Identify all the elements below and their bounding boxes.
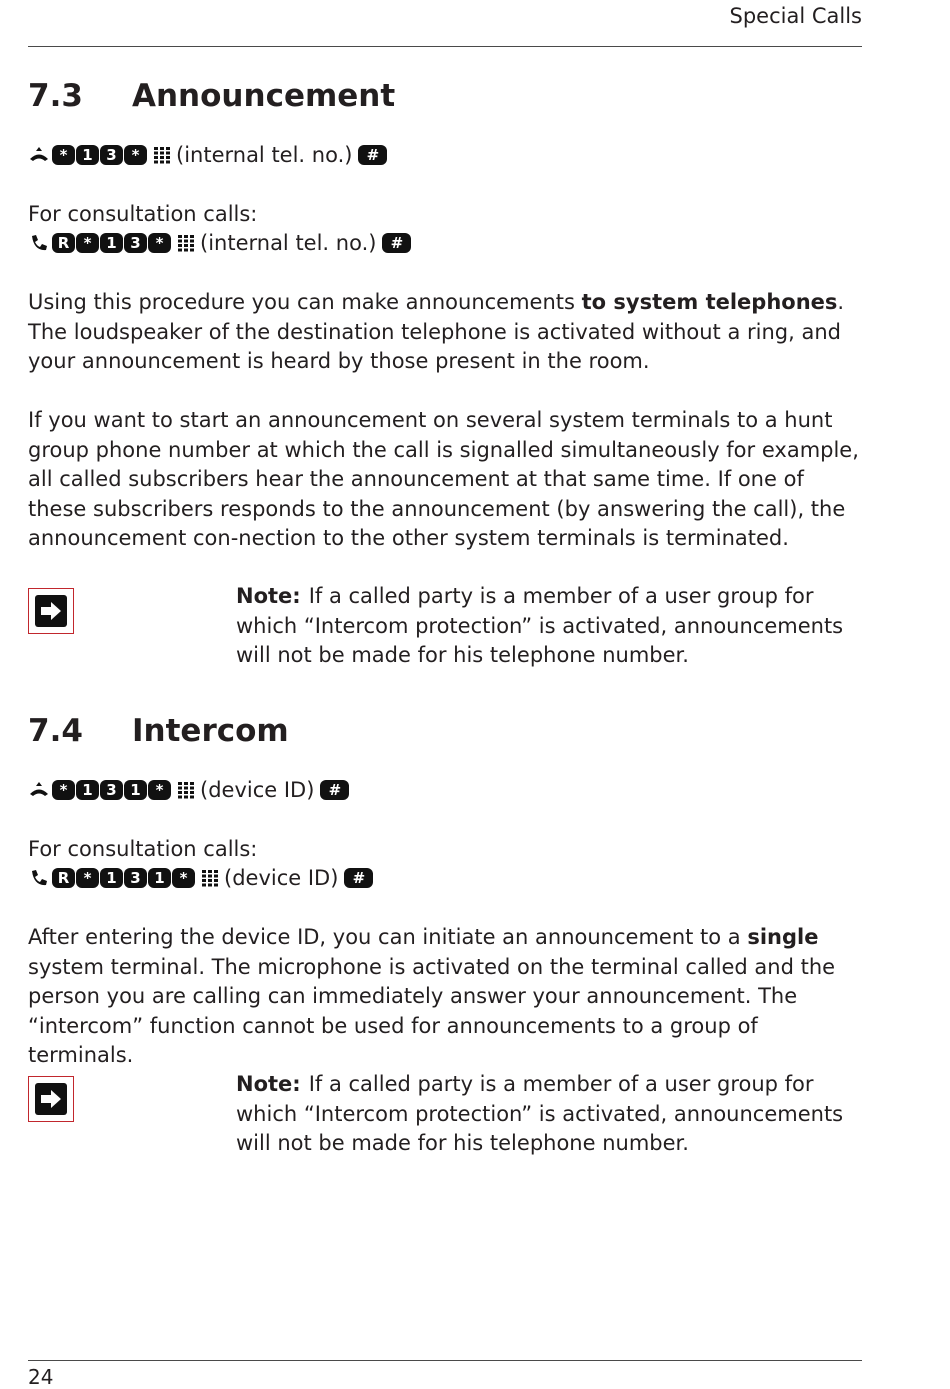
section-number: 7.4 bbox=[28, 713, 83, 749]
section-heading-intercom bbox=[28, 713, 289, 749]
consult-key-sequence-intercom bbox=[28, 863, 374, 893]
arrow-right-icon bbox=[35, 1083, 67, 1115]
key-1: 1 bbox=[148, 868, 171, 888]
keypad-icon bbox=[177, 234, 195, 252]
consult-label: For consultation calls: bbox=[28, 837, 258, 861]
key-star: * bbox=[76, 233, 99, 253]
intercom-paragraph-1 bbox=[28, 923, 862, 1071]
consult-key-sequence-announcement bbox=[28, 228, 412, 258]
section-title: Intercom bbox=[132, 713, 289, 749]
sequence-param: (device ID) bbox=[224, 866, 339, 890]
key-hash: # bbox=[344, 868, 373, 888]
keypad-icon bbox=[201, 869, 219, 887]
text-run: . The loudspeaker of the destination telephone is activated without a ring, and your announcement is heard by those present in the room. bbox=[28, 290, 845, 373]
announcement-paragraph-1 bbox=[28, 288, 862, 377]
note-body: If a called party is a member of a user group for which “Intercom protection” is activated, announcements will not be made for his telephone number. bbox=[236, 1072, 844, 1155]
announcement-paragraph-2: If you want to start an announcement on several system terminals to a hunt group phone number at which the call is signalled simultaneously for example, all called subscribers hear the announcement at that same time. If one of these subscribers responds to the announcement (by answering the call), the announcement con-nection to the other system terminals is terminated. bbox=[28, 408, 859, 550]
arrow-right-icon bbox=[35, 595, 67, 627]
note-label: Note: bbox=[236, 1072, 301, 1096]
note-body: If a called party is a member of a user group for which “Intercom protection” is activated, announcements will not be made for his telephone number. bbox=[236, 584, 844, 667]
section-title: Announcement bbox=[132, 78, 396, 114]
note-icon-box bbox=[28, 588, 74, 634]
key-hash: # bbox=[320, 780, 349, 800]
key-r: R bbox=[52, 868, 75, 888]
running-header: Special Calls bbox=[729, 4, 862, 28]
keypad-icon bbox=[153, 146, 171, 164]
note-intercom bbox=[236, 1070, 866, 1159]
text-run: After entering the device ID, you can initiate an announcement to a bbox=[28, 925, 748, 949]
key-star: * bbox=[148, 233, 171, 253]
note-announcement bbox=[236, 582, 866, 671]
footer-rule bbox=[28, 1360, 862, 1361]
key-3: 3 bbox=[100, 145, 123, 165]
key-star: * bbox=[172, 868, 195, 888]
note-icon-box bbox=[28, 1076, 74, 1122]
sequence-param: (internal tel. no.) bbox=[200, 231, 377, 255]
key-star: * bbox=[52, 145, 75, 165]
handset-off-hook-icon bbox=[28, 867, 50, 889]
sequence-param: (internal tel. no.) bbox=[176, 143, 353, 167]
key-r: R bbox=[52, 233, 75, 253]
key-1: 1 bbox=[76, 145, 99, 165]
text-run: Using this procedure you can make announcements bbox=[28, 290, 582, 314]
header-rule bbox=[28, 46, 862, 47]
key-hash: # bbox=[358, 145, 387, 165]
handset-lift-icon bbox=[28, 779, 50, 801]
key-3: 3 bbox=[100, 780, 123, 800]
text-run: system terminal. The microphone is activated on the terminal called and the person you are calling can immediately answer your announcement. The “intercom” function cannot be used for announcements to a group of terminals. bbox=[28, 954, 836, 1067]
keypad-icon bbox=[177, 781, 195, 799]
key-1: 1 bbox=[100, 868, 123, 888]
section-number: 7.3 bbox=[28, 78, 83, 114]
key-1: 1 bbox=[124, 780, 147, 800]
note-label: Note: bbox=[236, 584, 301, 608]
consult-label: For consultation calls: bbox=[28, 202, 258, 226]
sequence-param: (device ID) bbox=[200, 778, 315, 802]
emphasis-text: to system telephones bbox=[581, 290, 838, 314]
key-star: * bbox=[148, 780, 171, 800]
key-3: 3 bbox=[124, 868, 147, 888]
key-sequence-intercom bbox=[28, 775, 350, 805]
key-hash: # bbox=[382, 233, 411, 253]
key-star: * bbox=[76, 868, 99, 888]
handset-off-hook-icon bbox=[28, 232, 50, 254]
key-3: 3 bbox=[124, 233, 147, 253]
key-1: 1 bbox=[100, 233, 123, 253]
handset-lift-icon bbox=[28, 144, 50, 166]
section-heading-announcement bbox=[28, 78, 395, 114]
key-star: * bbox=[124, 145, 147, 165]
key-sequence-announcement bbox=[28, 140, 388, 170]
page-number: 24 bbox=[28, 1365, 54, 1389]
emphasis-text: single bbox=[747, 925, 819, 949]
key-1: 1 bbox=[76, 780, 99, 800]
key-star: * bbox=[52, 780, 75, 800]
